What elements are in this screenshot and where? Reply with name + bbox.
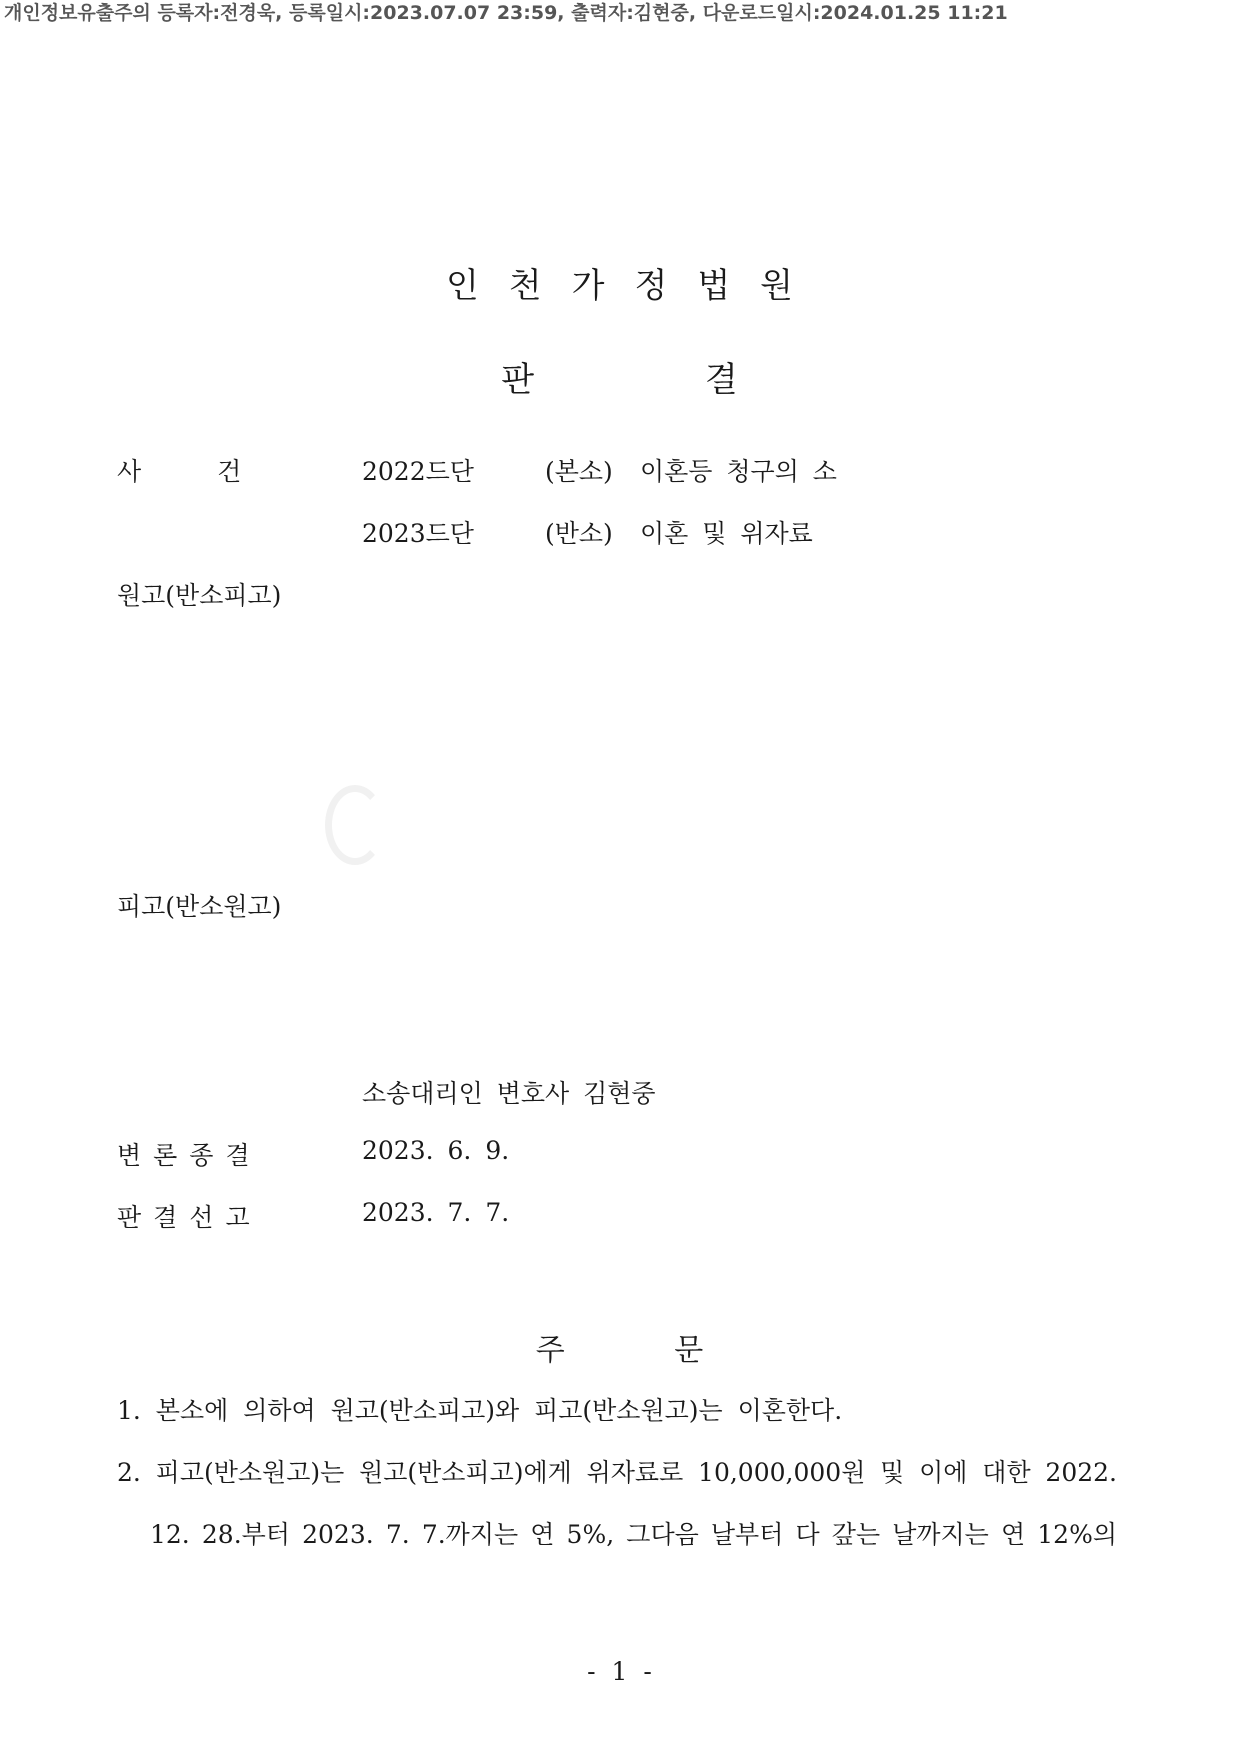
case-number-counter: 2023드단 — [362, 519, 474, 548]
document-title: 판 결 — [501, 360, 738, 400]
faint-watermark-mark — [325, 785, 385, 865]
case-name-main: 이혼등 청구의 소 — [640, 457, 837, 486]
case-name-counter: 이혼 및 위자료 — [640, 519, 813, 548]
plaintiff-label: 원고(반소피고) — [117, 581, 282, 610]
ruling-date-label: 판결선고 — [117, 1203, 262, 1232]
order-item-2-line-2: 12. 28.부터 2023. 7. 7.까지는 연 5%, 그다음 날부터 다 갚는 날까지는 연 12%의 — [150, 1520, 1117, 1549]
order-item-2-line-1: 2. 피고(반소원고)는 원고(반소피고)에게 위자료로 10,000,000원 및 이에 대한 2022. — [117, 1458, 1117, 1487]
case-type-counter: (반소) — [545, 519, 613, 548]
defendant-label: 피고(반소원고) — [117, 892, 282, 921]
order-item-1: 1. 본소에 의하여 원고(반소피고)와 피고(반소원고)는 이혼한다. — [117, 1396, 843, 1425]
closing-date-value: 2023. 6. 9. — [362, 1136, 510, 1165]
defendant-counsel: 소송대리인 변호사 김현중 — [362, 1079, 656, 1108]
court-name: 인천가정법원 — [445, 266, 824, 306]
download-watermark-header: 개인정보유출주의 등록자:전경욱, 등록일시:2023.07.07 23:59, 출력자:김현중, 다운로드일시:2024.01.25 11:21 — [4, 2, 1008, 24]
ruling-date-value: 2023. 7. 7. — [362, 1198, 510, 1227]
case-number-main: 2022드단 — [362, 457, 474, 486]
case-type-main: (본소) — [545, 457, 613, 486]
page-number: - 1 - — [587, 1657, 652, 1686]
order-section-title: 주 문 — [535, 1333, 704, 1368]
closing-date-label: 변론종결 — [117, 1141, 262, 1170]
case-label: 사 건 — [117, 457, 242, 486]
